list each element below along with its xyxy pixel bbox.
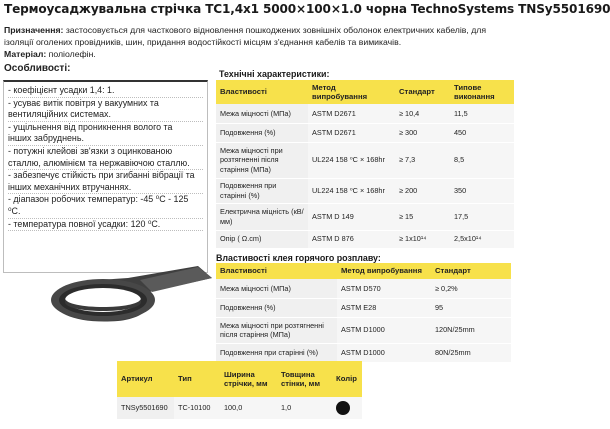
tech-cell-standard: ≥ 15 [395, 203, 450, 230]
glue-cell-standard: ≥ 0,2% [431, 279, 511, 298]
tech-cell-standard: ≥ 10,4 [395, 104, 450, 123]
product-thickness: 1,0 [277, 397, 332, 419]
tech-row [216, 123, 514, 142]
glue-header-property: Властивості [216, 263, 337, 279]
glue-table-title: Властивості клея горячого розплаву: [216, 253, 381, 263]
glue-cell-property: Подовження при старінні (%) [216, 343, 337, 362]
tech-cell-property: Межа міцності при розтягненні після старіння (МПа) [216, 142, 308, 178]
glue-cell-standard: 80N/25mm [431, 343, 511, 362]
features-title: Особливості: [4, 63, 71, 74]
tech-cell-method: ASTM D 149 [308, 203, 395, 230]
product-width: 100,0 [220, 397, 277, 419]
glue-cell-method: ASTM D1000 [337, 343, 431, 362]
glue-header-method: Метод випробування [337, 263, 431, 279]
feature-line: - усуває витік повітря у вакуумних та [8, 97, 159, 108]
tech-cell-typical: 11,5 [450, 104, 514, 123]
purpose-label: Призначення: [4, 25, 64, 35]
tech-cell-method: ASTM D2671 [308, 104, 395, 123]
product-header-thickness: Товщина стінки, мм [277, 361, 332, 397]
tech-cell-typical: 2,5x10¹⁴ [450, 230, 514, 248]
glue-cell-method: ASTM D570 [337, 279, 431, 298]
tech-cell-standard: ≥ 1x10¹⁴ [395, 230, 450, 248]
glue-row [216, 317, 511, 343]
feature-item [8, 122, 203, 146]
color-swatch-icon [336, 401, 350, 415]
tech-cell-typical: 17,5 [450, 203, 514, 230]
tech-cell-property: Межа міцності (МПа) [216, 104, 308, 123]
tech-cell-standard: ≥ 200 [395, 178, 450, 203]
tech-row [216, 104, 514, 123]
page-title: Термоусаджувальна стрічка ТС1,4х1 5000×100×1.0 чорна TechnoSystems TNSy5501690 [4, 2, 610, 16]
purpose-text: застосовується для часткового відновлення пошкоджених зовнішніх оболонок електричних кабелів, для ізоляції оголених провідників, шин, придання водостійкості місцям з'єднання кабелів та вимикачів. [4, 25, 487, 48]
tech-row [216, 230, 514, 248]
glue-cell-standard: 95 [431, 298, 511, 317]
tech-row [216, 142, 514, 178]
tech-table-title: Технічні характеристики: [219, 69, 330, 79]
product-table [117, 361, 362, 420]
tech-header-typical: Типове виконання [450, 80, 514, 104]
material-line [4, 49, 96, 59]
glue-cell-standard: 120N/25mm [431, 317, 511, 343]
tech-cell-typical: 350 [450, 178, 514, 203]
feature-line: - ущільнення від проникнення волого та [8, 121, 173, 132]
purpose-paragraph [4, 24, 512, 48]
tech-cell-method: UL224 158 ⁰С × 168hr [308, 178, 395, 203]
feature-item [8, 219, 203, 232]
tech-cell-standard: ≥ 300 [395, 123, 450, 142]
feature-line: вентиляційних системах. [8, 109, 111, 120]
product-header-width: Ширина стрічки, мм [220, 361, 277, 397]
product-sku: TNSy5501690 [117, 397, 174, 419]
glue-cell-method: ASTM D1000 [337, 317, 431, 343]
glue-cell-property: Подовження (%) [216, 298, 337, 317]
feature-line: - забезпечує стійкість при згибанні вібрації та [8, 170, 195, 181]
glue-header-standard: Стандарт [431, 263, 511, 279]
tech-cell-typical: 450 [450, 123, 514, 142]
feature-item [8, 146, 203, 170]
tech-cell-property: Опір ( Ω.cm) [216, 230, 308, 248]
glue-row [216, 343, 511, 362]
feature-line: інших забруднень. [8, 133, 84, 144]
tech-cell-method: UL224 158 ⁰С × 168hr [308, 142, 395, 178]
tech-table [216, 80, 514, 249]
tech-cell-method: ASTM D 876 [308, 230, 395, 248]
features-list [3, 80, 208, 273]
feature-line: - діапазон робочих температур: -45 ⁰С - 125 ⁰С. [8, 194, 189, 216]
tech-cell-method: ASTM D2671 [308, 123, 395, 142]
feature-line: інших механічних втручаннях. [8, 181, 132, 192]
feature-line: - температура повної усадки: 120 ⁰С. [8, 218, 161, 229]
tech-cell-standard: ≥ 7,3 [395, 142, 450, 178]
tech-header-standard: Стандарт [395, 80, 450, 104]
tech-header-method: Метод випробування [308, 80, 395, 104]
feature-item [8, 194, 203, 218]
tech-cell-property: Електрична міцність (кВ/мм) [216, 203, 308, 230]
feature-line: - коефіцієнт усадки 1,4: 1. [8, 85, 115, 95]
feature-item [8, 85, 203, 98]
glue-row [216, 279, 511, 298]
product-header-sku: Артикул [117, 361, 174, 397]
tech-cell-property: Подовження (%) [216, 123, 308, 142]
feature-line: - потужні клейові зв'язки з оцинкованою [8, 145, 173, 156]
glue-table [216, 263, 511, 363]
tech-cell-typical: 8,5 [450, 142, 514, 178]
tech-header-property: Властивості [216, 80, 308, 104]
glue-cell-property: Межа міцності (МПа) [216, 279, 337, 298]
product-header-color: Колір [332, 361, 362, 397]
feature-line: сталлю, алюмінієм та нержавіючою сталлю. [8, 157, 190, 168]
glue-row [216, 298, 511, 317]
product-color-cell [332, 397, 362, 419]
tech-cell-property: Подовження при старінні (%) [216, 178, 308, 203]
product-header-type: Тип [174, 361, 220, 397]
glue-cell-method: ASTM E28 [337, 298, 431, 317]
glue-cell-property: Межа міцності при розтягненні після старіння (МПа) [216, 317, 337, 343]
feature-item [8, 98, 203, 122]
product-type: TC-10100 [174, 397, 220, 419]
tech-row [216, 178, 514, 203]
material-label: Матеріал: [4, 49, 47, 59]
tape-roll-image [48, 258, 216, 328]
material-text: поліолефін. [46, 49, 96, 59]
feature-item [8, 170, 203, 194]
tech-row [216, 203, 514, 230]
